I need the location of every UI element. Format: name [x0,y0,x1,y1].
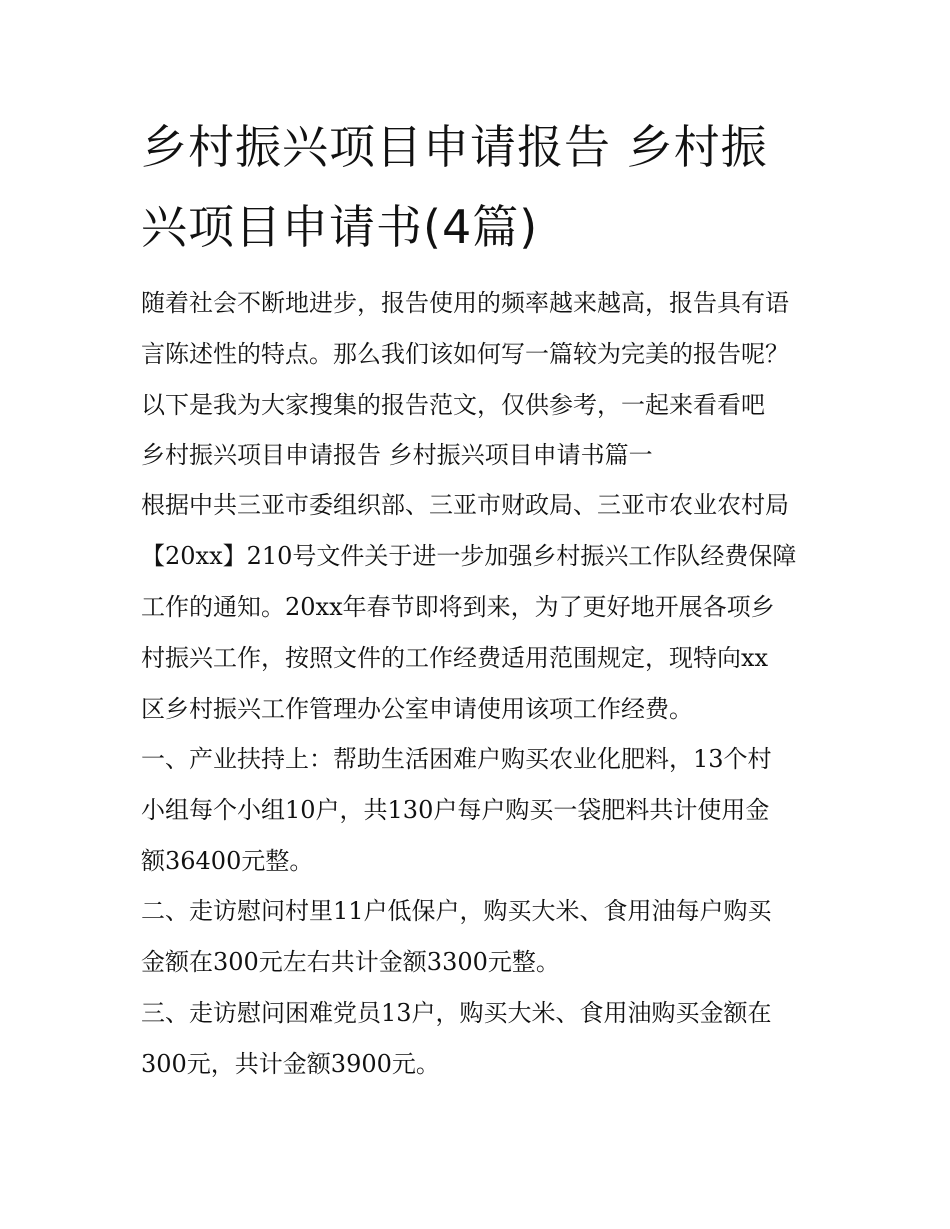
text-line: 二、走访慰问村里11户低保户，购买大米、食用油每户购买 [141,897,772,925]
intro-paragraph [141,278,821,431]
text-line: 乡村振兴项目申请报告 乡村振兴项目申请书篇一 [141,441,653,469]
text-line: 【20xx】210号文件关于进一步加强乡村振兴工作队经费保障 [141,542,797,570]
paragraph [141,734,821,887]
text-line: 三、走访慰问困难党员13户，购买大米、食用油购买金额在 [141,999,772,1027]
title-line: 兴项目申请书(4篇) [141,200,539,254]
paragraph [141,480,821,735]
document-title [141,112,821,262]
text-line: 根据中共三亚市委组织部、三亚市财政局、三亚市农业农村局 [141,491,789,519]
paragraph [141,886,821,988]
text-line: 300元，共计金额3900元。 [141,1050,440,1078]
text-line: 一、产业扶持上：帮助生活困难户购买农业化肥料，13个村 [141,745,772,773]
title-line: 乡村振兴项目申请报告 乡村振 [141,120,768,174]
paragraph [141,988,821,1090]
text-line: 区乡村振兴工作管理办公室申请使用该项工作经费。 [141,695,693,723]
text-line: 额36400元整。 [141,847,314,875]
text-line: 小组每个小组10户，共130户每户购买一袋肥料共计使用金 [141,796,770,824]
text-line: 金额在300元左右共计金额3300元整。 [141,948,560,976]
text-line: 言陈述性的特点。那么我们该如何写一篇较为完美的报告呢？ [141,340,789,368]
text-line: 随着社会不断地进步，报告使用的频率越来越高，报告具有语 [141,289,789,317]
text-line: 工作的通知。20xx年春节即将到来，为了更好地开展各项乡 [141,593,775,621]
text-line: 以下是我为大家搜集的报告范文，仅供参考，一起来看看吧 [141,391,765,419]
section-heading [141,430,821,481]
text-line: 村振兴工作，按照文件的工作经费适用范围规定，现特向xx [141,644,769,672]
